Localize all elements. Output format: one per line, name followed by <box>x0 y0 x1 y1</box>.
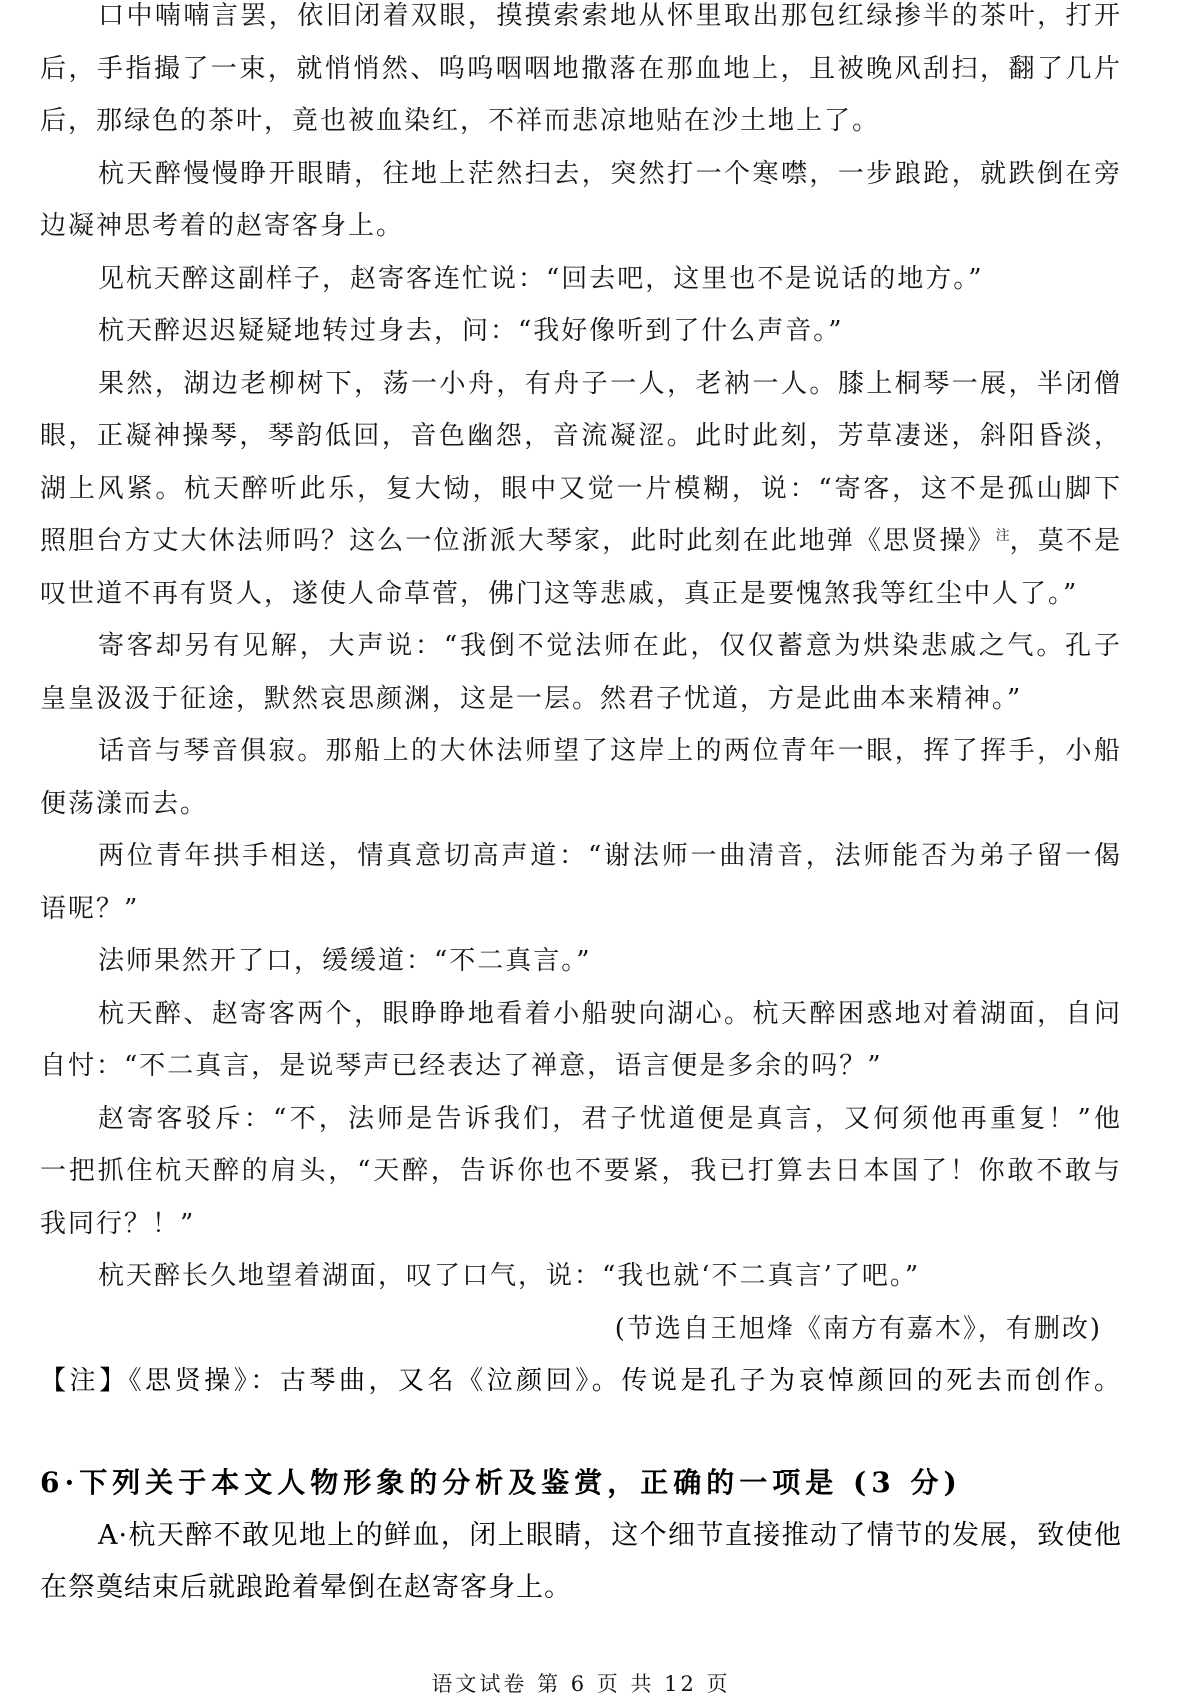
paragraph <box>40 725 1122 830</box>
footnote: 【注】《思贤操》：古琴曲，又名《泣颜回》。传说是孔子为哀悼颜回的死去而创作。 <box>40 1366 1122 1396</box>
footnote-marker: 注 <box>995 528 1010 544</box>
text-line: 寄客却另有见解，大声说：“我倒不觉法师在此，仅仅蓄意为烘染悲戚之气。孔子 <box>98 631 1122 661</box>
text-line: 后，手指撮了一束，就悄悄然、呜呜咽咽地撒落在那血地上，且被晚风刮扫，翻了几片 <box>40 53 1122 84</box>
paragraph <box>40 1250 1122 1303</box>
question-6 <box>40 1457 1122 1615</box>
text-line: 湖上风紧。杭天醉听此乐，复大恸，眼中又觉一片模糊，说：“寄客，这不是孤山脚下 <box>40 473 1122 504</box>
paragraph <box>40 620 1122 725</box>
paragraph <box>40 253 1122 306</box>
text-line: 一把抓住杭天醉的肩头，“天醉，告诉你也不要紧，我已打算去日本国了！你敢不敢与 <box>40 1156 1122 1186</box>
text-line: 在祭奠结束后就踉跄着晕倒在赵寄客身上。 <box>40 1572 572 1603</box>
text-segment: 照胆台方丈大休法师吗？这么一位浙派大琴家，此时此刻在此地弹《思贤操》 <box>40 526 996 556</box>
text-line: 杭天醉、赵寄客两个，眼睁睁地看着小船驶向湖心。杭天醉困惑地对着湖面，自问 <box>98 998 1122 1029</box>
text-line: 眼，正凝神操琴，琴韵低回，音色幽怨，音流凝涩。此时此刻，芳草凄迷，斜阳昏淡， <box>40 421 1122 451</box>
text-line: 见杭天醉这副样子，赵寄客连忙说：“回去吧，这里也不是说话的地方。” <box>98 263 984 294</box>
text-segment: ，莫不是 <box>1009 526 1122 556</box>
paragraph <box>40 830 1122 935</box>
text-line: 我同行？！” <box>40 1208 196 1239</box>
text-line: 口中喃喃言罢，依旧闭着双眼，摸摸索索地从怀里取出那包红绿掺半的茶叶，打开 <box>98 1 1122 31</box>
text-line <box>40 515 1122 568</box>
reading-passage <box>40 0 1122 1408</box>
paragraph <box>40 1093 1122 1251</box>
source-citation: (节选自王旭烽《南方有嘉木》，有删改) <box>614 1313 1102 1344</box>
text-line: 杭天醉长久地望着湖面，叹了口气，说：“我也就‘不二真言’了吧。” <box>98 1261 921 1291</box>
text-line: 语呢？” <box>40 893 140 924</box>
text-line: 边凝神思考着的赵寄客身上。 <box>40 211 405 241</box>
text-line: 皇皇汲汲于征途，默然哀思颜渊，这是一层。然君子忧道，方是此曲本来精神。” <box>40 683 1023 714</box>
text-line: 叹世道不再有贤人，遂使人命草菅，佛门这等悲戚，真正是要愧煞我等红尘中人了。” <box>40 578 1079 609</box>
paragraph <box>40 358 1122 621</box>
paragraph <box>40 988 1122 1093</box>
text-line: A·杭天醉不敢见地上的鲜血，闭上眼睛，这个细节直接推动了情节的发展，致使他 <box>98 1519 1122 1551</box>
paragraph <box>40 935 1122 988</box>
paragraph <box>40 148 1122 253</box>
text-line: 法师果然开了口，缓缓道：“不二真言。” <box>98 946 592 976</box>
text-line: 杭天醉慢慢睁开眼睛，往地上茫然扫去，突然打一个寒噤，一步踉跄，就跌倒在旁 <box>98 158 1122 189</box>
text-line: 自忖：“不二真言，是说琴声已经表达了禅意，语言便是多余的吗？” <box>40 1051 883 1081</box>
option-a <box>40 1510 1122 1615</box>
text-line: 杭天醉迟迟疑疑地转过身去，问：“我好像听到了什么声音。” <box>98 316 844 346</box>
text-line: 果然，湖边老柳树下，荡一小舟，有舟子一人，老衲一人。膝上桐琴一展，半闭僧 <box>98 368 1122 399</box>
text-line: 便荡漾而去。 <box>40 788 209 819</box>
text-line: 赵寄客驳斥：“不，法师是告诉我们，君子忧道便是真言，又何须他再重复！”他 <box>98 1103 1122 1134</box>
question-stem: 6·下列关于本文人物形象的分析及鉴赏，正确的一项是 (3 分) <box>40 1466 962 1499</box>
text-line: 后，那绿色的茶叶，竟也被血染红，不祥而悲凉地贴在沙土地上了。 <box>40 106 881 136</box>
text-line: 话音与琴音俱寂。那船上的大休法师望了这岸上的两位青年一眼，挥了挥手，小船 <box>98 736 1122 766</box>
page-footer: 语文试卷 第 6 页 共 12 页 <box>431 1672 731 1696</box>
paragraph <box>40 0 1122 148</box>
paragraph <box>40 305 1122 358</box>
text-line: 两位青年拱手相送，情真意切高声道：“谢法师一曲清音，法师能否为弟子留一偈 <box>98 841 1122 871</box>
